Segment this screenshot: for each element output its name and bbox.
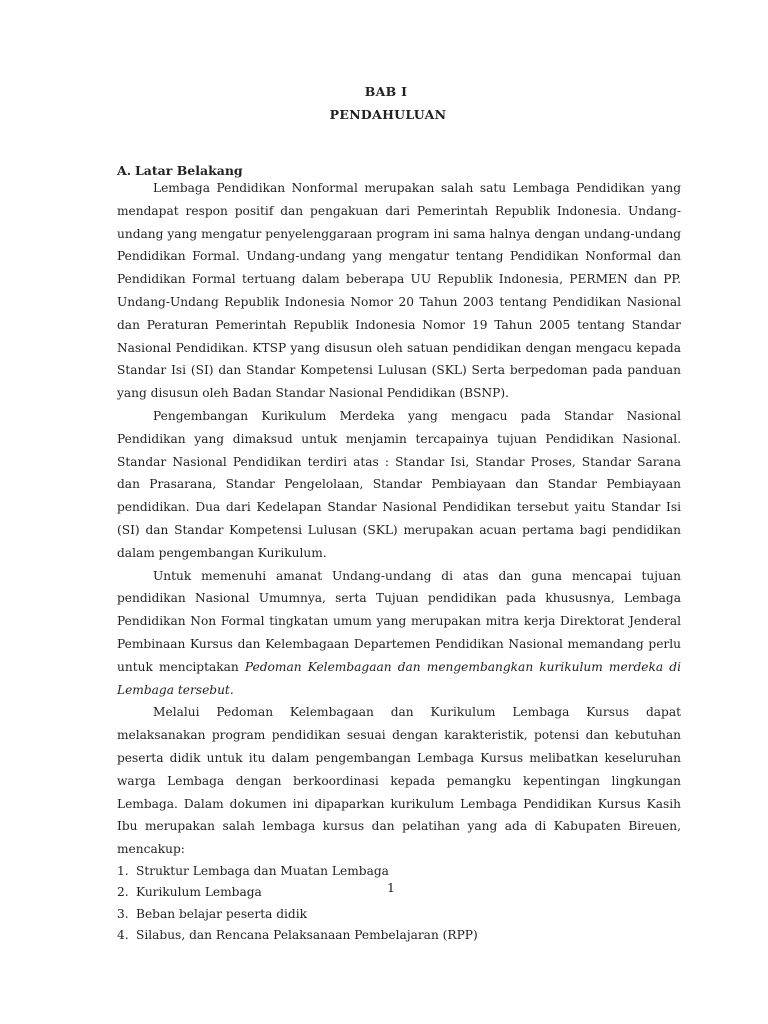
- chapter-title: PENDAHULUAN: [329, 107, 447, 122]
- list-item-text: Kurikulum Lembaga: [136, 885, 262, 900]
- chapter-label: BAB I: [364, 84, 408, 99]
- list-item-text: Silabus, dan Rencana Pelaksanaan Pembelajaran (RPP): [136, 928, 478, 943]
- list-item-text: Struktur Lembaga dan Muatan Lembaga: [136, 863, 389, 878]
- list-item-number: 2.: [117, 885, 129, 900]
- paragraph-3: [117, 565, 681, 702]
- section-heading: [117, 163, 243, 178]
- list-item: [117, 904, 681, 926]
- list-item-number: 3.: [117, 906, 129, 921]
- list-item: [117, 925, 681, 947]
- body-text: [117, 177, 681, 947]
- scope-list: [117, 861, 681, 947]
- paragraph-2: Pengembangan Kurikulum Merdeka yang mengacu pada Standar Nasional Pendidikan yang dimaksud untuk menjamin tercapainya tujuan Pendidikan Nasional. Standar Nasional Pendidikan terdiri atas : Standar Isi, Standar Proses, Standar Sarana dan Prasarana, Standar Pengelolaan, Standar Pembiayaan dan Standar Pembiayaan pendidikan. Dua dari Kedelapan Standar Nasional Pendidikan tersebut yaitu Standar Isi (SI) dan Standar Kompetensi Lulusan (SKL) merupakan acuan pertama bagi pendidikan dalam pengembangan Kurikulum.: [117, 408, 681, 560]
- paragraph-3-text: Untuk memenuhi amanat Undang-undang di atas dan guna mencapai tujuan pendidikan Nasional Umumnya, serta Tujuan pendidikan pada khususnya, Lembaga Pendidikan Non Formal tingkatan umum yang merupakan mitra kerja Direktorat Jenderal Pembinaan Kursus dan Kelembagaan Departemen Pendidikan Nasional memandang perlu untuk menciptakan: [117, 568, 681, 674]
- section-title: Latar Belakang: [135, 163, 243, 178]
- list-item-number: 1.: [117, 863, 129, 878]
- section-letter: A.: [117, 163, 132, 178]
- list-item-text: Beban belajar peserta didik: [136, 906, 308, 921]
- paragraph-3-italic: Pedoman Kelembagaan dan mengembangkan kurikulum merdeka di Lembaga tersebut.: [117, 659, 681, 697]
- list-item-number: 4.: [117, 928, 129, 943]
- paragraph-4: Melalui Pedoman Kelembagaan dan Kurikulum Lembaga Kursus dapat melaksanakan program pendidikan sesuai dengan karakteristik, potensi dan kebutuhan peserta didik untuk itu dalam pengembangan Lembaga Kursus melibatkan keseluruhan warga Lembaga dengan berkoordinasi kepada pemangku kepentingan lingkungan Lembaga. Dalam dokumen ini dipaparkan kurikulum Lembaga Pendidikan Kursus Kasih Ibu merupakan salah lembaga kursus dan pelatihan yang ada di Kabupaten Bireuen, mencakup:: [117, 705, 681, 857]
- page-number: 1: [387, 880, 395, 895]
- paragraph-1: Lembaga Pendidikan Nonformal merupakan salah satu Lembaga Pendidikan yang mendapat respon positif dan pengakuan dari Pemerintah Republik Indonesia. Undang-undang yang mengatur penyelenggaraan program ini sama halnya dengan undang-undang Pendidikan Formal. Undang-undang yang mengatur tentang Pendidikan Nonformal dan Pendidikan Formal tertuang dalam beberapa UU Republik Indonesia, PERMEN dan PP. Undang-Undang Republik Indonesia Nomor 20 Tahun 2003 tentang Pendidikan Nasional dan Peraturan Pemerintah Republik Indonesia Nomor 19 Tahun 2005 tentang Standar Nasional Pendidikan. KTSP yang disusun oleh satuan pendidikan dengan mengacu kepada Standar Isi (SI) dan Standar Kompetensi Lulusan (SKL) Serta berpedoman pada panduan yang disusun oleh Badan Standar Nasional Pendidikan (BSNP).: [117, 181, 681, 401]
